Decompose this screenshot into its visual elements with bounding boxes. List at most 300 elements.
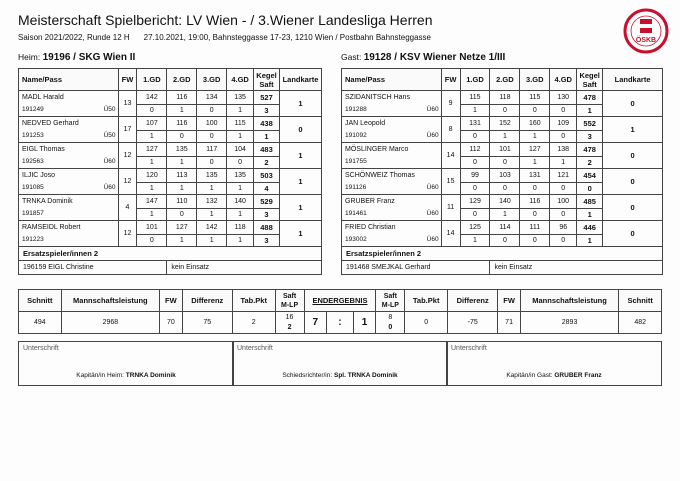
player-kegel: 529 (254, 195, 280, 209)
player-saft-total: 3 (577, 130, 603, 142)
guest-differenz: -75 (447, 312, 497, 334)
player-landkarte: 1 (603, 117, 663, 143)
summary-value-row (19, 312, 662, 334)
player-pass-row (22, 156, 118, 168)
player-saft-3: 0 (197, 104, 227, 116)
substitute-player: 196159 EIGL Christine (19, 261, 167, 275)
home-tabpkt-header: Tab.Pkt (232, 290, 275, 312)
player-age-tag: Ü60 (426, 210, 439, 217)
player-saft-4: 1 (227, 234, 254, 246)
home-player-table (18, 68, 322, 275)
home-table-header (19, 69, 322, 91)
home-tabpkt: 2 (232, 312, 275, 334)
player-pass-row (345, 182, 441, 194)
player-name: FRIED Christian (345, 224, 396, 231)
player-landkarte: 1 (279, 169, 321, 195)
guest-final-score: 1 (353, 312, 375, 334)
player-name: MADL Harald (22, 94, 64, 101)
player-saft-2: 0 (490, 234, 520, 246)
guest-mlp-label: M-LP (381, 301, 399, 309)
column-header-label: Landkarte (282, 75, 319, 84)
endergebnis-label: ENDERGEBNIS (312, 296, 368, 305)
home-column-header (227, 69, 254, 91)
column-header-label: 4.GD (554, 75, 572, 84)
guest-player-table (341, 68, 663, 275)
player-game-3: 117 (197, 143, 227, 157)
player-saft-3: 0 (520, 182, 550, 194)
player-saft-4: 0 (550, 234, 577, 246)
guest-fw-header: FW (498, 290, 520, 312)
home-column-header (254, 69, 280, 91)
player-saft-total: 2 (254, 156, 280, 168)
player-game-4: 121 (550, 169, 577, 183)
player-age-tag: Ü60 (426, 132, 439, 139)
column-header-label: Kegel Saft (579, 70, 600, 89)
player-row (19, 117, 322, 131)
endergebnis-header (304, 290, 376, 312)
guest-column-header (603, 69, 663, 91)
player-landkarte: 0 (603, 221, 663, 247)
signature-caption (447, 372, 661, 379)
substitute-note: kein Einsatz (490, 261, 663, 275)
home-team-name: 19196 / SKG Wien II (42, 52, 136, 63)
player-game-2: 103 (490, 169, 520, 183)
player-game-3: 134 (197, 91, 227, 105)
player-game-3: 115 (520, 91, 550, 105)
player-saft-1: 0 (460, 208, 490, 220)
home-mlp-total: 2 (287, 323, 292, 331)
player-game-2: 110 (167, 195, 197, 209)
player-game-1: 115 (460, 91, 490, 105)
player-landkarte: 1 (279, 143, 321, 169)
home-column-header (137, 69, 167, 91)
player-game-1: 147 (137, 195, 167, 209)
player-saft-total: 1 (254, 130, 280, 142)
substitute-note: kein Einsatz (167, 261, 322, 275)
signature-label: Unterschrift (451, 345, 487, 352)
home-mlp-label: M-LP (281, 301, 299, 309)
player-fw: 11 (441, 195, 460, 221)
player-pass-row (22, 234, 118, 246)
column-header-label: Name/Pass (22, 75, 63, 84)
player-name: ILJIC Joso (22, 172, 56, 179)
player-saft-2: 0 (490, 156, 520, 168)
home-differenz-header: Differenz (182, 290, 232, 312)
oeskb-logo-icon (623, 8, 669, 54)
substitutes-title: Ersatzspieler/innen 2 (342, 247, 663, 261)
player-saft-total: 1 (577, 208, 603, 220)
player-game-3: 160 (520, 117, 550, 131)
home-column-header (167, 69, 197, 91)
player-name: TRNKA Dominik (22, 198, 73, 205)
player-pass-number: 191755 (345, 158, 367, 165)
player-saft-4: 0 (550, 130, 577, 142)
guest-schnitt-header: Schnitt (619, 290, 662, 312)
player-landkarte: 1 (279, 195, 321, 221)
player-game-4: 130 (550, 91, 577, 105)
guest-column-header (460, 69, 490, 91)
player-game-3: 142 (197, 221, 227, 235)
home-team-line (18, 52, 135, 63)
home-final-score: 7 (304, 312, 326, 334)
player-game-4: 140 (227, 195, 254, 209)
player-saft-2: 0 (167, 130, 197, 142)
home-column-header (118, 69, 137, 91)
player-pass-number: 193002 (345, 236, 367, 243)
player-saft-total: 0 (577, 182, 603, 194)
player-game-4: 115 (227, 117, 254, 131)
player-game-1: 129 (460, 195, 490, 209)
player-kegel: 438 (254, 117, 280, 131)
player-pass-row (22, 208, 118, 220)
player-name: MÖSLINGER Marco (345, 146, 409, 153)
guest-table-header (342, 69, 663, 91)
home-column-header (19, 69, 119, 91)
player-saft-2: 0 (490, 104, 520, 116)
player-pass-row (22, 182, 118, 194)
player-saft-2: 0 (490, 182, 520, 194)
player-row (19, 91, 322, 105)
player-game-1: 127 (137, 143, 167, 157)
home-table-body (19, 91, 322, 275)
player-saft-2: 1 (167, 156, 197, 168)
column-header-label: 1.GD (466, 75, 484, 84)
player-saft-4: 1 (227, 208, 254, 220)
player-game-2: 140 (490, 195, 520, 209)
player-game-4: 138 (550, 143, 577, 157)
player-game-1: 120 (137, 169, 167, 183)
player-age-tag: Ü60 (103, 158, 116, 165)
player-game-2: 101 (490, 143, 520, 157)
guest-team-name: 19128 / KSV Wiener Netze 1/III (363, 52, 506, 63)
player-pass-number: 191249 (22, 106, 44, 113)
player-landkarte: 0 (279, 117, 321, 143)
player-saft-1: 0 (460, 130, 490, 142)
player-game-2: 135 (167, 143, 197, 157)
player-pass-row (345, 234, 441, 246)
player-game-2: 127 (167, 221, 197, 235)
player-saft-1: 1 (137, 156, 167, 168)
player-name: EIGL Thomas (22, 146, 65, 153)
guest-tabpkt: 0 (405, 312, 448, 334)
season-round: Saison 2021/2022, Runde 12 H (18, 33, 130, 42)
player-saft-1: 1 (137, 208, 167, 220)
player-pass-row (345, 130, 441, 142)
substitute-row (342, 261, 663, 275)
player-saft-4: 1 (550, 156, 577, 168)
svg-text:ÖSKB: ÖSKB (635, 37, 657, 44)
player-saft-3: 0 (520, 104, 550, 116)
player-row (19, 195, 322, 209)
page-title: Meisterschaft Spielbericht: LV Wien - / 3.Wiener Landesliga Herren (18, 12, 433, 28)
summary-table (18, 289, 662, 334)
player-saft-total: 4 (254, 182, 280, 194)
player-cell (342, 143, 442, 169)
player-saft-total: 1 (577, 234, 603, 246)
summary-header-row (19, 290, 662, 312)
player-saft-1: 1 (137, 130, 167, 142)
player-fw: 12 (118, 221, 137, 247)
player-pass-number: 191092 (345, 132, 367, 139)
player-name: NEDVED Gerhard (22, 120, 79, 127)
player-name: GRUBER Franz (345, 198, 395, 205)
home-mannschaft-header: Mannschaftsleistung (61, 290, 160, 312)
column-header-label: 3.GD (202, 75, 221, 84)
player-saft-1: 0 (460, 182, 490, 194)
player-game-1: 142 (137, 91, 167, 105)
player-game-1: 101 (137, 221, 167, 235)
guest-column-header (342, 69, 442, 91)
player-saft-4: 1 (227, 130, 254, 142)
signature-person: Spl. TRNKA Dominik (333, 372, 398, 379)
player-cell (342, 91, 442, 117)
player-saft-total: 3 (254, 208, 280, 220)
player-cell (342, 169, 442, 195)
player-row (342, 143, 663, 157)
guest-saft-total: 8 (388, 313, 393, 321)
player-pass-row (345, 208, 441, 220)
guest-column-header (550, 69, 577, 91)
player-pass-number: 191857 (22, 210, 44, 217)
home-schnitt: 494 (19, 312, 62, 334)
player-landkarte: 1 (279, 91, 321, 117)
player-fw: 17 (118, 117, 137, 143)
player-name: RAMSEIDL Robert (22, 224, 81, 231)
player-row (19, 221, 322, 235)
player-kegel: 527 (254, 91, 280, 105)
player-fw: 12 (118, 169, 137, 195)
player-game-3: 127 (520, 143, 550, 157)
player-cell (342, 195, 442, 221)
player-fw: 14 (441, 221, 460, 247)
player-name: JAN Leopold (345, 120, 386, 127)
match-info (18, 33, 431, 42)
player-pass-number: 192563 (22, 158, 44, 165)
player-landkarte: 0 (603, 169, 663, 195)
player-saft-4: 0 (227, 156, 254, 168)
guest-column-header (520, 69, 550, 91)
home-fw-total: 70 (160, 312, 182, 334)
player-saft-2: 1 (490, 208, 520, 220)
player-cell (342, 221, 442, 247)
player-name: SZIDANITSCH Hans (345, 94, 410, 101)
player-cell (19, 117, 119, 143)
home-saft-total: 16 (285, 313, 294, 321)
signature-caption (19, 372, 233, 379)
player-saft-3: 0 (520, 208, 550, 220)
player-pass-row (345, 104, 441, 116)
player-fw: 9 (441, 91, 460, 117)
player-game-2: 116 (167, 117, 197, 131)
column-header-label: FW (121, 75, 134, 84)
guest-fw-total: 71 (498, 312, 520, 334)
guest-saft-mlp-header (376, 290, 405, 312)
guest-mlp-total: 0 (388, 323, 393, 331)
player-saft-1: 0 (137, 104, 167, 116)
player-row (342, 195, 663, 209)
player-game-1: 131 (460, 117, 490, 131)
column-header-label: 3.GD (526, 75, 544, 84)
player-game-2: 116 (167, 91, 197, 105)
player-landkarte: 0 (603, 143, 663, 169)
home-label: Heim: (18, 52, 41, 62)
player-game-4: 109 (550, 117, 577, 131)
player-saft-2: 1 (167, 182, 197, 194)
match-venue: Bahnsteggasse 17-23, 1210 Wien / Postbahn Bahnsteggasse (212, 33, 431, 42)
player-fw: 13 (118, 91, 137, 117)
signature-role: Schiedsrichter/in: (282, 372, 333, 379)
column-header-label: 1.GD (143, 75, 161, 84)
player-row (19, 169, 322, 183)
player-game-3: 132 (197, 195, 227, 209)
player-saft-4: 1 (227, 104, 254, 116)
player-row (19, 143, 322, 157)
player-saft-4: 0 (550, 182, 577, 194)
player-saft-3: 1 (197, 182, 227, 194)
player-game-3: 111 (520, 221, 550, 235)
player-saft-3: 0 (197, 130, 227, 142)
player-age-tag: Ü60 (426, 184, 439, 191)
signature-box-referee (232, 341, 448, 386)
player-saft-2: 1 (167, 104, 197, 116)
player-kegel: 478 (577, 91, 603, 105)
player-landkarte: 0 (603, 91, 663, 117)
player-game-4: 96 (550, 221, 577, 235)
column-header-label: Landkarte (614, 75, 651, 84)
guest-team-line (341, 52, 505, 63)
player-saft-1: 0 (460, 156, 490, 168)
player-kegel: 485 (577, 195, 603, 209)
home-saft-label: Saft (282, 292, 297, 300)
player-saft-3: 1 (197, 234, 227, 246)
guest-label: Gast: (341, 52, 362, 62)
column-header-label: 2.GD (173, 75, 191, 84)
player-saft-4: 0 (550, 208, 577, 220)
player-kegel: 478 (577, 143, 603, 157)
player-cell (19, 143, 119, 169)
guest-saft-mlp (376, 312, 405, 334)
column-header-label: 4.GD (231, 75, 249, 84)
player-fw: 14 (441, 143, 460, 169)
guest-saft-label: Saft (383, 292, 397, 300)
player-saft-2: 1 (167, 234, 197, 246)
player-pass-row (22, 130, 118, 142)
player-saft-3: 0 (520, 234, 550, 246)
player-name: SCHÖNWEIZ Thomas (345, 172, 415, 179)
player-kegel: 488 (254, 221, 280, 235)
player-pass-number: 191253 (22, 132, 44, 139)
signature-label: Unterschrift (237, 345, 273, 352)
player-age-tag: Ü50 (103, 132, 116, 139)
signature-role: Kapitän/in Gast: (506, 372, 553, 379)
player-game-4: 135 (227, 169, 254, 183)
player-landkarte: 0 (603, 195, 663, 221)
guest-tabpkt-header: Tab.Pkt (405, 290, 448, 312)
player-cell (342, 117, 442, 143)
substitutes-title: Ersatzspieler/innen 2 (19, 247, 322, 261)
player-game-4: 118 (227, 221, 254, 235)
player-fw: 12 (118, 143, 137, 169)
player-game-3: 135 (197, 169, 227, 183)
guest-column-header (577, 69, 603, 91)
player-cell (19, 169, 119, 195)
home-schnitt-header: Schnitt (19, 290, 62, 312)
signature-label: Unterschrift (23, 345, 59, 352)
substitutes-title-row (19, 247, 322, 261)
guest-mannschaft-header: Mannschaftsleistung (520, 290, 619, 312)
player-fw: 15 (441, 169, 460, 195)
home-mannschaftsleistung: 2968 (61, 312, 160, 334)
column-header-label: Kegel Saft (256, 70, 277, 89)
match-date-time: 27.10.2021, 19:00, (143, 33, 211, 42)
player-fw: 8 (441, 117, 460, 143)
player-kegel: 446 (577, 221, 603, 235)
player-saft-total: 3 (254, 104, 280, 116)
substitutes-title-row (342, 247, 663, 261)
player-cell (19, 91, 119, 117)
player-row (342, 91, 663, 105)
player-saft-total: 3 (254, 234, 280, 246)
signature-person: TRNKA Dominik (125, 372, 176, 379)
home-column-header (279, 69, 321, 91)
player-pass-number: 191223 (22, 236, 44, 243)
player-saft-3: 1 (520, 156, 550, 168)
player-age-tag: Ü60 (103, 184, 116, 191)
player-row (342, 221, 663, 235)
player-cell (19, 195, 119, 221)
player-game-1: 99 (460, 169, 490, 183)
player-saft-3: 1 (520, 130, 550, 142)
player-saft-2: 1 (490, 130, 520, 142)
player-age-tag: Ü60 (426, 236, 439, 243)
signature-caption (233, 372, 447, 379)
player-pass-number: 191126 (345, 184, 367, 191)
player-pass-number: 191085 (22, 184, 44, 191)
player-kegel: 454 (577, 169, 603, 183)
player-game-3: 100 (197, 117, 227, 131)
player-saft-total: 2 (577, 156, 603, 168)
player-fw: 4 (118, 195, 137, 221)
home-fw-header: FW (160, 290, 182, 312)
column-header-label: 2.GD (496, 75, 514, 84)
player-game-1: 125 (460, 221, 490, 235)
player-game-1: 112 (460, 143, 490, 157)
player-saft-1: 1 (460, 104, 490, 116)
player-saft-1: 1 (460, 234, 490, 246)
player-kegel: 552 (577, 117, 603, 131)
player-row (342, 169, 663, 183)
player-game-1: 107 (137, 117, 167, 131)
column-header-label: FW (444, 75, 457, 84)
player-kegel: 503 (254, 169, 280, 183)
player-saft-2: 0 (167, 208, 197, 220)
signature-person: GRUBER Franz (554, 372, 602, 379)
player-game-2: 113 (167, 169, 197, 183)
guest-schnitt: 482 (619, 312, 662, 334)
player-game-4: 100 (550, 195, 577, 209)
home-column-header (197, 69, 227, 91)
player-saft-total: 1 (577, 104, 603, 116)
player-saft-3: 1 (197, 208, 227, 220)
guest-column-header (490, 69, 520, 91)
player-game-4: 135 (227, 91, 254, 105)
player-game-2: 114 (490, 221, 520, 235)
home-saft-mlp-header (275, 290, 304, 312)
player-row (342, 117, 663, 131)
score-separator: : (327, 312, 354, 334)
substitute-player: 191468 SMEJKAL Gerhard (342, 261, 490, 275)
player-saft-3: 0 (197, 156, 227, 168)
